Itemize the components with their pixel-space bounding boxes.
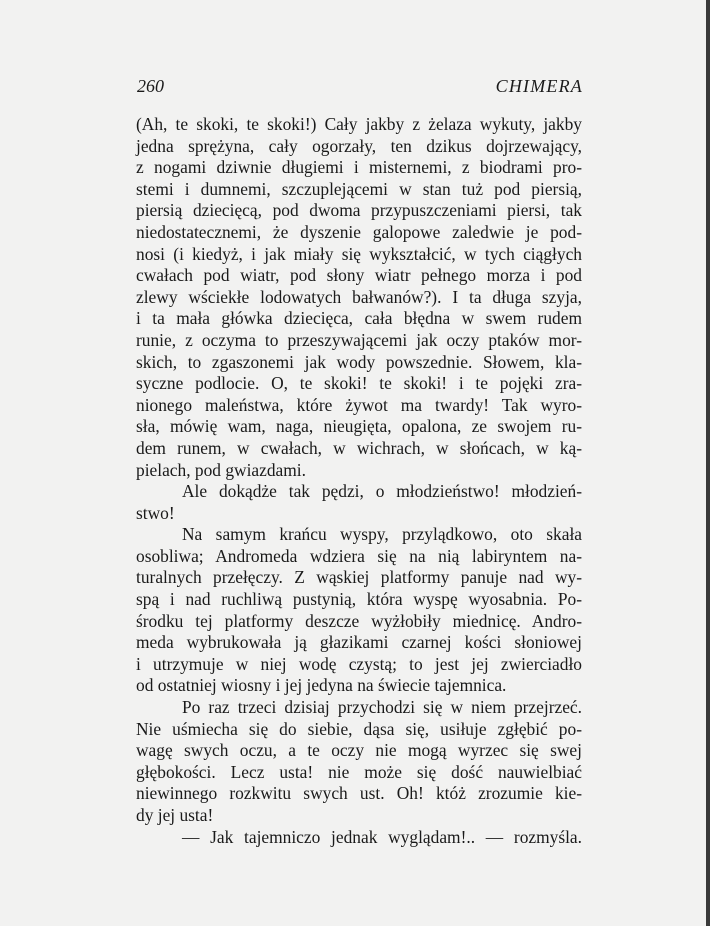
text-line: stwo! <box>136 502 175 523</box>
text-line: (Ah, te skoki, te skoki!) Cały jakby z żelaza wykuty, jakby <box>136 114 582 134</box>
text-line: wagę swych oczu, a te oczy nie mogą wyrzec się swej <box>136 740 582 761</box>
text-line: sła, mówię wam, naga, nieugięta, opalona, ze swojem ru- <box>136 416 582 437</box>
text-line: pielach, pod gwiazdami. <box>136 459 306 480</box>
text-line: niewinnego rozkwitu swych ust. Oh! któż zrozumie kie- <box>136 783 582 804</box>
text-line: głębokości. Lecz usta! nie może się dość nauwielbiać <box>136 761 582 782</box>
running-title: CHIMERA <box>495 76 583 96</box>
body-text <box>136 114 582 848</box>
text-line: Nie uśmiecha się do siebie, dąsa się, usiłuje zgłębić po- <box>136 718 582 739</box>
page-number: 260 <box>137 76 164 96</box>
text-line: skich, to zgaszonemi jak wody powszednie. Słowem, kla- <box>136 351 582 372</box>
text-line: i ta mała główka dziecięca, cała błędna w swem rudem <box>136 308 582 329</box>
text-line: meda wybrukowała ją głazikami czarnej kości słoniowej <box>136 632 582 653</box>
paragraph-start-line: Ale dokądże tak pędzi, o młodzieństwo! młodzień- <box>182 481 582 502</box>
text-line: niedostatecznemi, że dyszenie galopowe zaledwie je pod- <box>136 221 582 242</box>
paragraph-start-line: — Jak tajemniczo jednak wyglądam!.. — rozmyśla. <box>182 826 582 847</box>
text-line: spą i nad ruchliwą pustynią, która wyspę wyosabnia. Po- <box>136 589 582 610</box>
page-header <box>135 76 583 98</box>
text-line: nionego maleństwa, które żywot ma twardy! Tak wyro- <box>136 394 582 415</box>
text-line: i utrzymuje w niej wodę czystą; to jest jej zwierciadło <box>136 653 582 674</box>
text-line: osobliwa; Andromeda wdziera się na nią labiryntem na- <box>136 545 582 566</box>
text-line: z nogami dziwnie długiemi i misternemi, z biodrami pro- <box>136 157 582 178</box>
text-line: dem runem, w cwałach, w wichrach, w słońcach, w ką- <box>136 437 582 458</box>
text-line: stemi i dumnemi, szczuplejącemi w stan tuż pod piersią, <box>136 178 582 199</box>
text-line: zlewy wściekłe lodowatych bałwanów?). I ta długa szyja, <box>136 286 582 307</box>
text-line: dy jej usta! <box>136 805 214 825</box>
text-line: turalnych przełęczy. Z wąskiej platformy panuje nad wy- <box>136 567 582 588</box>
text-line: nosi (i kiedyż, i jak miały się wykształcić, w tych ciągłych <box>136 243 582 264</box>
text-line: jedna sprężyna, cały ogorzały, ten dzikus dojrzewający, <box>136 135 582 156</box>
paragraph-start-line: Po raz trzeci dzisiaj przychodzi się w niem przejrzeć. <box>182 697 582 718</box>
text-line: od ostatniej wiosny i jej jedyna na świecie tajemnica. <box>136 675 507 696</box>
text-line: piersią dziecięcą, pod dwoma przypuszczeniami piersi, tak <box>136 200 582 221</box>
page-edge-shadow <box>706 0 710 926</box>
text-line: środku tej platformy deszcze wyżłobiły miednicę. Andro- <box>136 610 582 631</box>
paragraph-start-line: Na samym krańcu wyspy, przylądkowo, oto skała <box>182 524 582 545</box>
text-line: cwałach pod wiatr, pod słony wiatr pełnego morza i pod <box>136 265 582 286</box>
text-line: syczne podlocie. O, te skoki! te skoki! i te pojęki zra- <box>136 373 582 394</box>
text-line: runie, z oczyma to przeszywającemi jak oczy ptaków mor- <box>136 329 582 350</box>
